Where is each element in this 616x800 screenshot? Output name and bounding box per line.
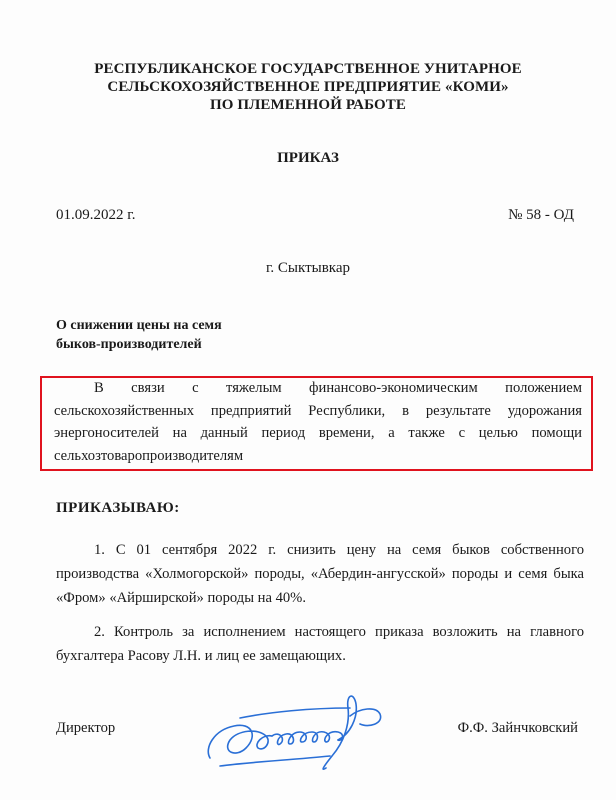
- organization-header: [0, 60, 616, 114]
- director-name: Ф.Ф. Зайнчковский: [457, 720, 578, 736]
- highlight-annotation-box: [40, 376, 593, 471]
- document-date: 01.09.2022 г.: [56, 207, 136, 223]
- organization-line-2: СЕЛЬСКОХОЗЯЙСТВЕННОЕ ПРЕДПРИЯТИЕ «КОМИ»: [107, 79, 509, 95]
- organization-line-3: ПО ПЛЕМЕННОЙ РАБОТЕ: [210, 97, 406, 113]
- document-number: № 58 - ОД: [508, 207, 574, 223]
- document-title: ПРИКАЗ: [277, 150, 339, 166]
- organization-line-1: РЕСПУБЛИКАНСКОЕ ГОСУДАРСТВЕННОЕ УНИТАРНОЕ: [94, 61, 522, 77]
- document-city: г. Сыктывкар: [265, 260, 351, 276]
- subject-line-1: О снижении цены на семя: [56, 318, 222, 333]
- director-position: Директор: [56, 720, 116, 736]
- handwritten-signature: [200, 678, 390, 778]
- order-item-2: 2. Контроль за исполнением настоящего приказа возложить на главного бухгалтера Расову Л.Н. и лиц ее замещающих.: [56, 624, 584, 664]
- preamble-paragraph: В связи с тяжелым финансово-экономическим положением сельскохозяйственных предприятий Республики, в результате удорожания энергоносителей на данный период времени, а также с целью помощи сельхозтоваропроизводителям: [54, 380, 582, 464]
- document-subject: [56, 316, 222, 354]
- subject-line-2: быков-производителей: [56, 337, 202, 352]
- order-heading: ПРИКАЗЫВАЮ:: [56, 500, 180, 516]
- order-item-1: 1. С 01 сентября 2022 г. снизить цену на семя быков собственного производства «Холмогорской» породы, «Абердин-ангусской» породы и семя быка «Фром» «Айрширской» породы на 40%.: [56, 542, 584, 606]
